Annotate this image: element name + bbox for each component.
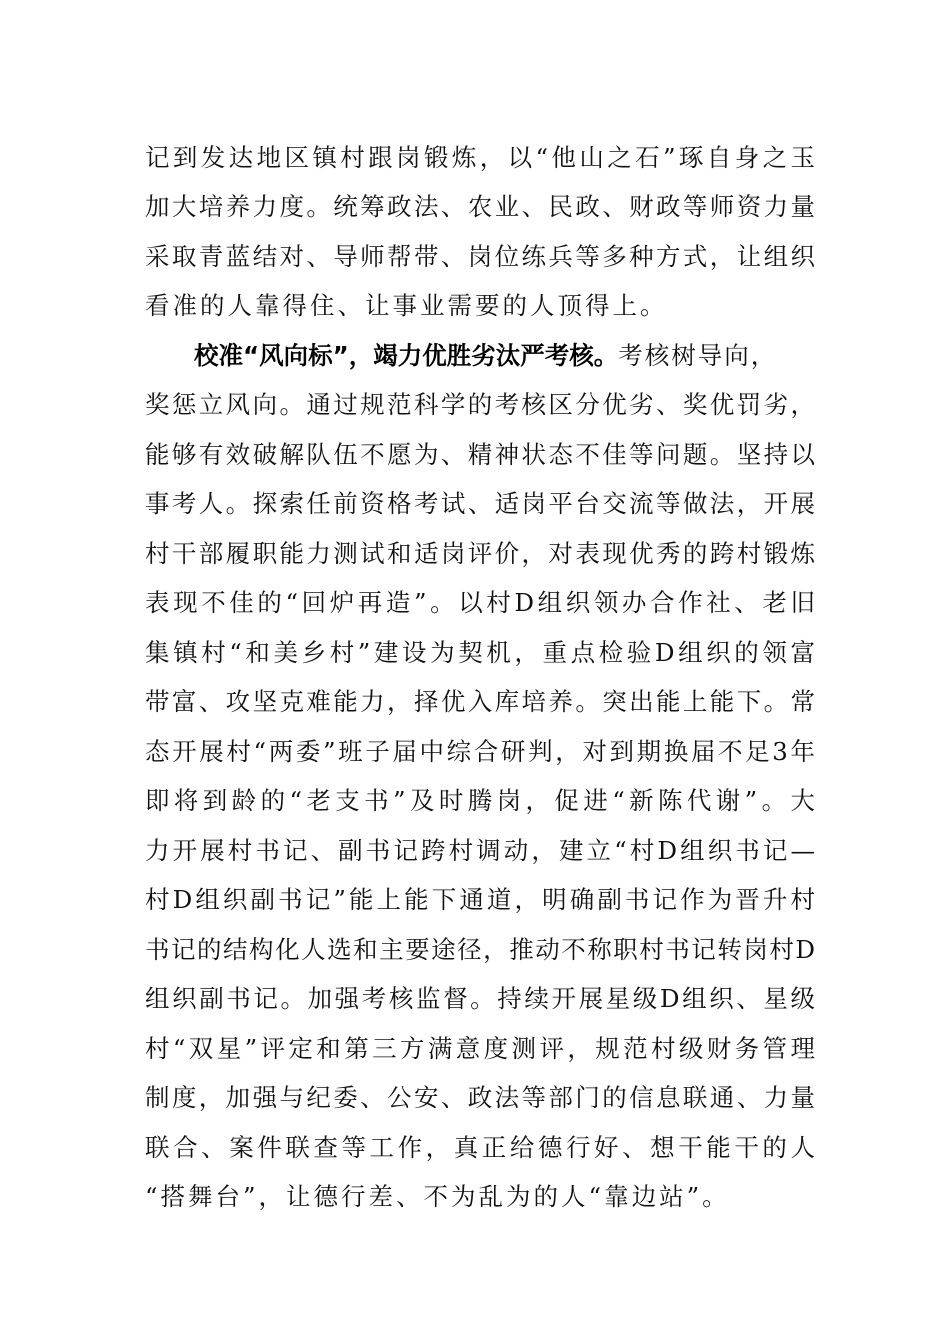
text-line bbox=[145, 183, 818, 233]
line-text: 即将到龄的“老支书”及时腾岗，促进“新陈代谢”。大 bbox=[145, 786, 820, 816]
line-text: 考核树导向， bbox=[618, 340, 778, 370]
text-line bbox=[145, 826, 819, 876]
text-line bbox=[145, 133, 819, 183]
paragraph-training bbox=[145, 133, 819, 331]
line-text: 能够有效破解队伍不愿为、精神状态不佳等问题。坚持以 bbox=[145, 439, 818, 469]
text-line bbox=[145, 876, 819, 926]
text-line bbox=[145, 925, 815, 975]
line-text: 村干部履职能力测试和适岗评价，对表现优秀的跨村锻炼 bbox=[145, 538, 818, 568]
text-line bbox=[145, 1123, 819, 1173]
document-body bbox=[145, 133, 820, 1222]
text-line bbox=[145, 430, 818, 480]
text-line bbox=[145, 480, 818, 530]
line-text: 态开展村“两委”班子届中综合研判，对到期换届不足3年 bbox=[145, 736, 818, 766]
text-line bbox=[145, 777, 820, 827]
line-text: 村D组织副书记”能上能下通道，明确副书记作为晋升村 bbox=[145, 885, 819, 915]
text-line bbox=[145, 1024, 819, 1074]
line-text: 表现不佳的“回炉再造”。以村D组织领办合作社、老旧 bbox=[145, 588, 819, 618]
text-line bbox=[145, 678, 818, 728]
paragraph-heading: 校准“风向标”，竭力优胜劣汰严考核。 bbox=[194, 340, 619, 370]
line-text: 联合、案件联查等工作，真正给德行好、想干能干的人 bbox=[145, 1132, 819, 1162]
text-line bbox=[145, 232, 818, 282]
paragraph-first-line bbox=[145, 331, 815, 381]
line-text: 记到发达地区镇村跟岗锻炼，以“他山之石”琢自身之玉 bbox=[145, 142, 819, 172]
text-line bbox=[145, 727, 818, 777]
line-text: 事考人。探索任前资格考试、适岗平台交流等做法，开展 bbox=[145, 489, 818, 519]
text-line bbox=[145, 1173, 815, 1223]
text-line bbox=[145, 1074, 818, 1124]
text-line bbox=[145, 529, 818, 579]
line-text: 力开展村书记、副书记跨村调动，建立“村D组织书记— bbox=[145, 835, 819, 865]
line-text: 看准的人靠得住、让事业需要的人顶得上。 bbox=[145, 291, 668, 321]
line-text: 奖惩立风向。通过规范科学的考核区分优劣、奖优罚劣， bbox=[145, 390, 818, 420]
text-line bbox=[145, 975, 818, 1025]
line-text: 带富、攻坚克难能力，择优入库培养。突出能上能下。常 bbox=[145, 687, 818, 717]
paragraph-assessment bbox=[145, 331, 820, 1222]
text-line bbox=[145, 282, 815, 332]
text-line bbox=[145, 579, 819, 629]
text-line bbox=[145, 628, 819, 678]
line-text: 书记的结构化人选和主要途径，推动不称职村书记转岗村D bbox=[145, 934, 817, 964]
text-line bbox=[145, 381, 818, 431]
line-text: 制度，加强与纪委、公安、政法等部门的信息联通、力量 bbox=[145, 1083, 818, 1113]
line-text: 组织副书记。加强考核监督。持续开展星级D组织、星级 bbox=[145, 984, 818, 1014]
line-text: 加大培养力度。统筹政法、农业、民政、财政等师资力量 bbox=[145, 192, 818, 222]
line-text: “搭舞台”，让德行差、不为乱为的人“靠边站”。 bbox=[145, 1182, 730, 1212]
line-text: 集镇村“和美乡村”建设为契机，重点检验D组织的领富 bbox=[145, 637, 819, 667]
line-text: 村“双星”评定和第三方满意度测评，规范村级财务管理 bbox=[145, 1033, 819, 1063]
line-text: 采取青蓝结对、导师帮带、岗位练兵等多种方式，让组织 bbox=[145, 241, 818, 271]
